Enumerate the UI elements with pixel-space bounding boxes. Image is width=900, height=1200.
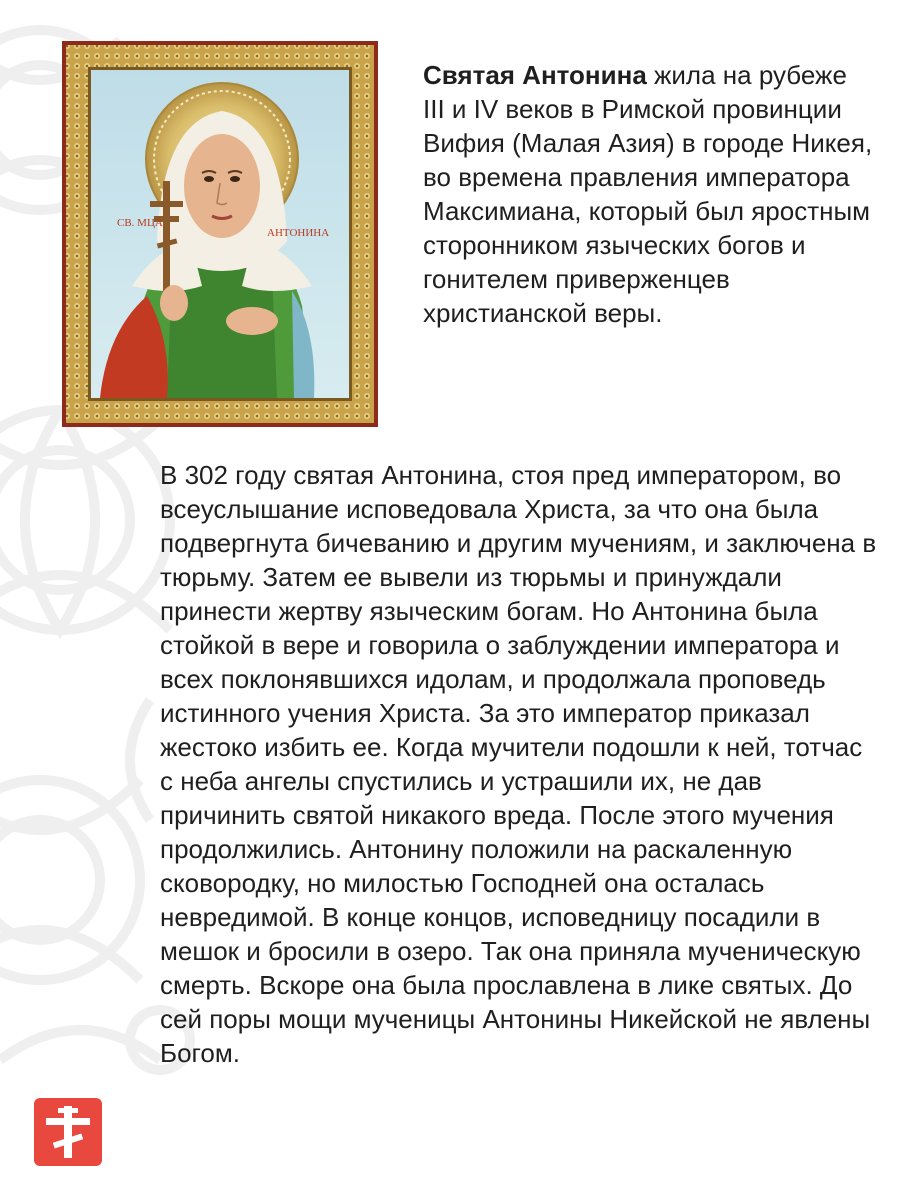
logo (34, 1098, 102, 1166)
icon-label-right: АНТОНИНА (267, 227, 330, 239)
intro-paragraph (423, 58, 873, 330)
saint-name: Святая Антонина (423, 60, 647, 90)
icon-label-left: СВ. МЦА (117, 217, 163, 229)
icon-image (62, 41, 378, 427)
orthodox-cross-icon (34, 1098, 102, 1166)
intro-text: жила на рубеже III и IV веков в Римской провинции Вифия (Малая Азия) в городе Никея, во времена правления императора Максимиана, который был яростным сторонником языческих богов и гонителем приверженцев христианской веры. (423, 60, 873, 328)
main-paragraph: В 302 году святая Антонина, стоя пред императором, во всеуслышание исповедовала Христа, за что она была подвергнута бичеванию и другим мучениям, и заключена в тюрьму. Затем ее вывели из тюрьмы и принуждали принести жертву языческим богам. Но Антонина была стойкой в вере и говорила о заблуждении императора и всех поклонявшихся идолам, и продолжала проповедь истинного учения Христа. За это император приказал жестоко избить ее. Когда мучители подошли к ней, тотчас с неба ангелы спустились и устрашили их, не дав причинить святой никакого вреда. После этого мучения продолжились. Антонину положили на раскаленную сковородку, но милостью Господней она осталась невредимой. В конце концов, исповедницу посадили в мешок и бросили в озеро. Так она приняла мученическую смерть. Вскоре она была прославлена в лике святых. До сей поры мощи мученицы Антонины Никейской не явлены Богом. (160, 460, 877, 1068)
